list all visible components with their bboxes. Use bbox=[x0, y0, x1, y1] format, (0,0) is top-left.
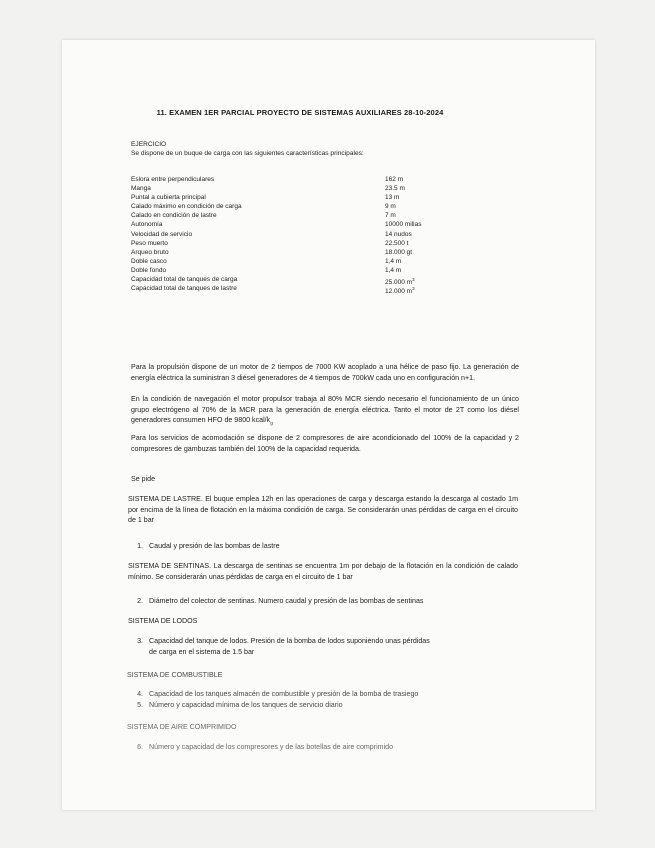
exercise-header bbox=[131, 140, 364, 158]
spec-label: Arqueo bruto bbox=[131, 248, 169, 256]
spec-value-text: 23.5 m bbox=[385, 185, 405, 193]
section-sentinas-text: SISTEMA DE SENTINAS. La descarga de sentinas se encuentra 1m por debajo de la flotación en la condición de calado mínimo. Se considerarán unas pérdidas de carga en el circuito de 1 bar bbox=[128, 562, 518, 581]
spec-value bbox=[385, 184, 405, 193]
spec-value bbox=[385, 211, 396, 220]
se-pide-label: Se pide bbox=[131, 475, 156, 483]
question-text-line1: Capacidad del tanque de lodos. Presión de la bomba de lodos suponiendo unas pérdidas bbox=[149, 637, 430, 645]
question-number: 6. bbox=[137, 743, 143, 751]
spec-row bbox=[131, 284, 461, 296]
question-text: Caudal y presión de las bombas de lastre bbox=[149, 542, 280, 550]
spec-row bbox=[131, 275, 461, 287]
section-aire-heading: SISTEMA DE AIRE COMPRIMIDO bbox=[127, 723, 237, 731]
question-3 bbox=[131, 636, 521, 658]
question-text: Capacidad de los tanques almacén de combustible y presión de la bomba de trasiego bbox=[149, 690, 419, 698]
specs-table bbox=[131, 175, 461, 296]
spec-value-text: 25.000 m bbox=[385, 279, 413, 287]
spec-row bbox=[131, 257, 461, 266]
spec-value-text: 1,4 m bbox=[385, 266, 402, 274]
spec-row bbox=[131, 211, 461, 220]
spec-value-text: 1,4 m bbox=[385, 257, 402, 265]
spec-row bbox=[131, 175, 461, 184]
spec-row bbox=[131, 202, 461, 211]
spec-row bbox=[131, 230, 461, 239]
spec-value-text: 13 m bbox=[385, 194, 400, 202]
spec-label: Doble fondo bbox=[131, 266, 167, 274]
question-number: 1. bbox=[137, 542, 143, 550]
spec-label: Peso muerto bbox=[131, 239, 168, 247]
question-text: Diámetro del colector de sentinas. Numero caudal y presión de las bombas de sentinas bbox=[149, 597, 424, 605]
question-number: 2. bbox=[137, 597, 143, 605]
spec-value bbox=[385, 284, 415, 296]
spec-row bbox=[131, 193, 461, 202]
section-lastre-text: SISTEMA DE LASTRE. El buque emplea 12h en las operaciones de carga y descarga estando la descarga al costado 1m por encima de la línea de flotación en la máxima condición de carga. Se considerarán unas pérdidas de carga en el circuito de 1 bar bbox=[128, 495, 518, 525]
spec-value-text: 9 m bbox=[385, 203, 396, 211]
section-lodos-heading: SISTEMA DE LODOS bbox=[128, 617, 198, 625]
paragraph-accommodation: Para los servicios de acomodación se dispone de 2 compresores de aire acondicionado del 100% de la capacidad y 2 compresores de gambuzas también del 100% de la capacidad requerida. bbox=[131, 434, 519, 453]
navigation-text: En la condición de navegación el motor propulsor trabaja al 80% MCR siendo necesario el funcionamiento de un único grupo electrógeno al 70% de la MCR para la generación de energía eléctrica. Tanto el motor de 2T como los diésel generadores consumen HFO de 9800 kcal/k bbox=[131, 395, 519, 425]
question-number: 5. bbox=[137, 701, 143, 709]
spec-label: Autonomía bbox=[131, 221, 163, 229]
spec-value-superscript: 3 bbox=[412, 277, 415, 283]
spec-label: Doble casco bbox=[131, 257, 167, 265]
spec-value bbox=[385, 193, 399, 202]
spec-value-text: 7 m bbox=[385, 212, 396, 220]
spec-value bbox=[385, 220, 422, 229]
spec-label: Calado máximo en condición de carga bbox=[131, 203, 242, 211]
spec-row bbox=[131, 220, 461, 229]
question-text: Número y capacidad de los compresores y de las botellas de aire comprimido bbox=[149, 743, 394, 751]
spec-label: Capacidad total de tanques de lastre bbox=[131, 285, 237, 293]
paragraph-propulsion: Para la propulsión dispone de un motor de 2 tiempos de 7000 KW acoplado a una hélice de paso fijo. La generación de energía eléctrica la suministran 3 diésel generadores de 4 tiempos de 700kW cada uno en configuración n+1. bbox=[131, 363, 519, 382]
spec-value-superscript: 3 bbox=[412, 286, 415, 292]
spec-value bbox=[385, 230, 412, 239]
spec-value bbox=[385, 239, 409, 248]
spec-row bbox=[131, 266, 461, 275]
spec-label: Calado en condición de lastre bbox=[131, 212, 217, 220]
spec-label: Eslora entre perpendiculares bbox=[131, 176, 215, 183]
spec-value bbox=[385, 175, 403, 184]
section-combustible-heading: SISTEMA DE COMBUSTIBLE bbox=[127, 671, 223, 679]
spec-label: Puntal a cubierta principal bbox=[131, 194, 206, 202]
question-text: Número y capacidad mínima de los tanques de servicio diario bbox=[149, 701, 343, 709]
spec-value-text: 14 nudos bbox=[385, 230, 412, 238]
spec-row bbox=[131, 239, 461, 248]
spec-value-text: 18.000 gt bbox=[385, 248, 413, 256]
spec-label: Capacidad total de tanques de carga bbox=[131, 276, 238, 284]
question-number: 3. bbox=[137, 637, 143, 645]
question-number: 4. bbox=[137, 690, 143, 698]
navigation-subscript: g bbox=[270, 420, 273, 426]
spec-value-text: 12.000 m bbox=[385, 288, 413, 296]
spec-value-text: 10000 millas bbox=[385, 221, 422, 229]
paragraph-navigation bbox=[131, 394, 519, 430]
spec-label: Manga bbox=[131, 185, 151, 193]
spec-value bbox=[385, 257, 401, 266]
exercise-label: EJERCICIO bbox=[131, 141, 167, 148]
question-text-line2: de carga en el sistema de 1.5 bar bbox=[149, 647, 255, 656]
spec-value bbox=[385, 248, 412, 257]
spec-value bbox=[385, 202, 396, 211]
spec-row bbox=[131, 248, 461, 257]
spec-value-text: 162 m bbox=[385, 176, 404, 183]
spec-value bbox=[385, 266, 401, 275]
spec-label: Velocidad de servicio bbox=[131, 230, 193, 238]
document-title: 11. EXAMEN 1ER PARCIAL PROYECTO DE SISTEMAS AUXILIARES 28-10-2024 bbox=[156, 108, 444, 117]
exercise-intro: Se dispone de un buque de carga con las siguientes características principales: bbox=[131, 150, 364, 157]
spec-row bbox=[131, 184, 461, 193]
spec-value-text: 22.500 t bbox=[385, 239, 409, 247]
